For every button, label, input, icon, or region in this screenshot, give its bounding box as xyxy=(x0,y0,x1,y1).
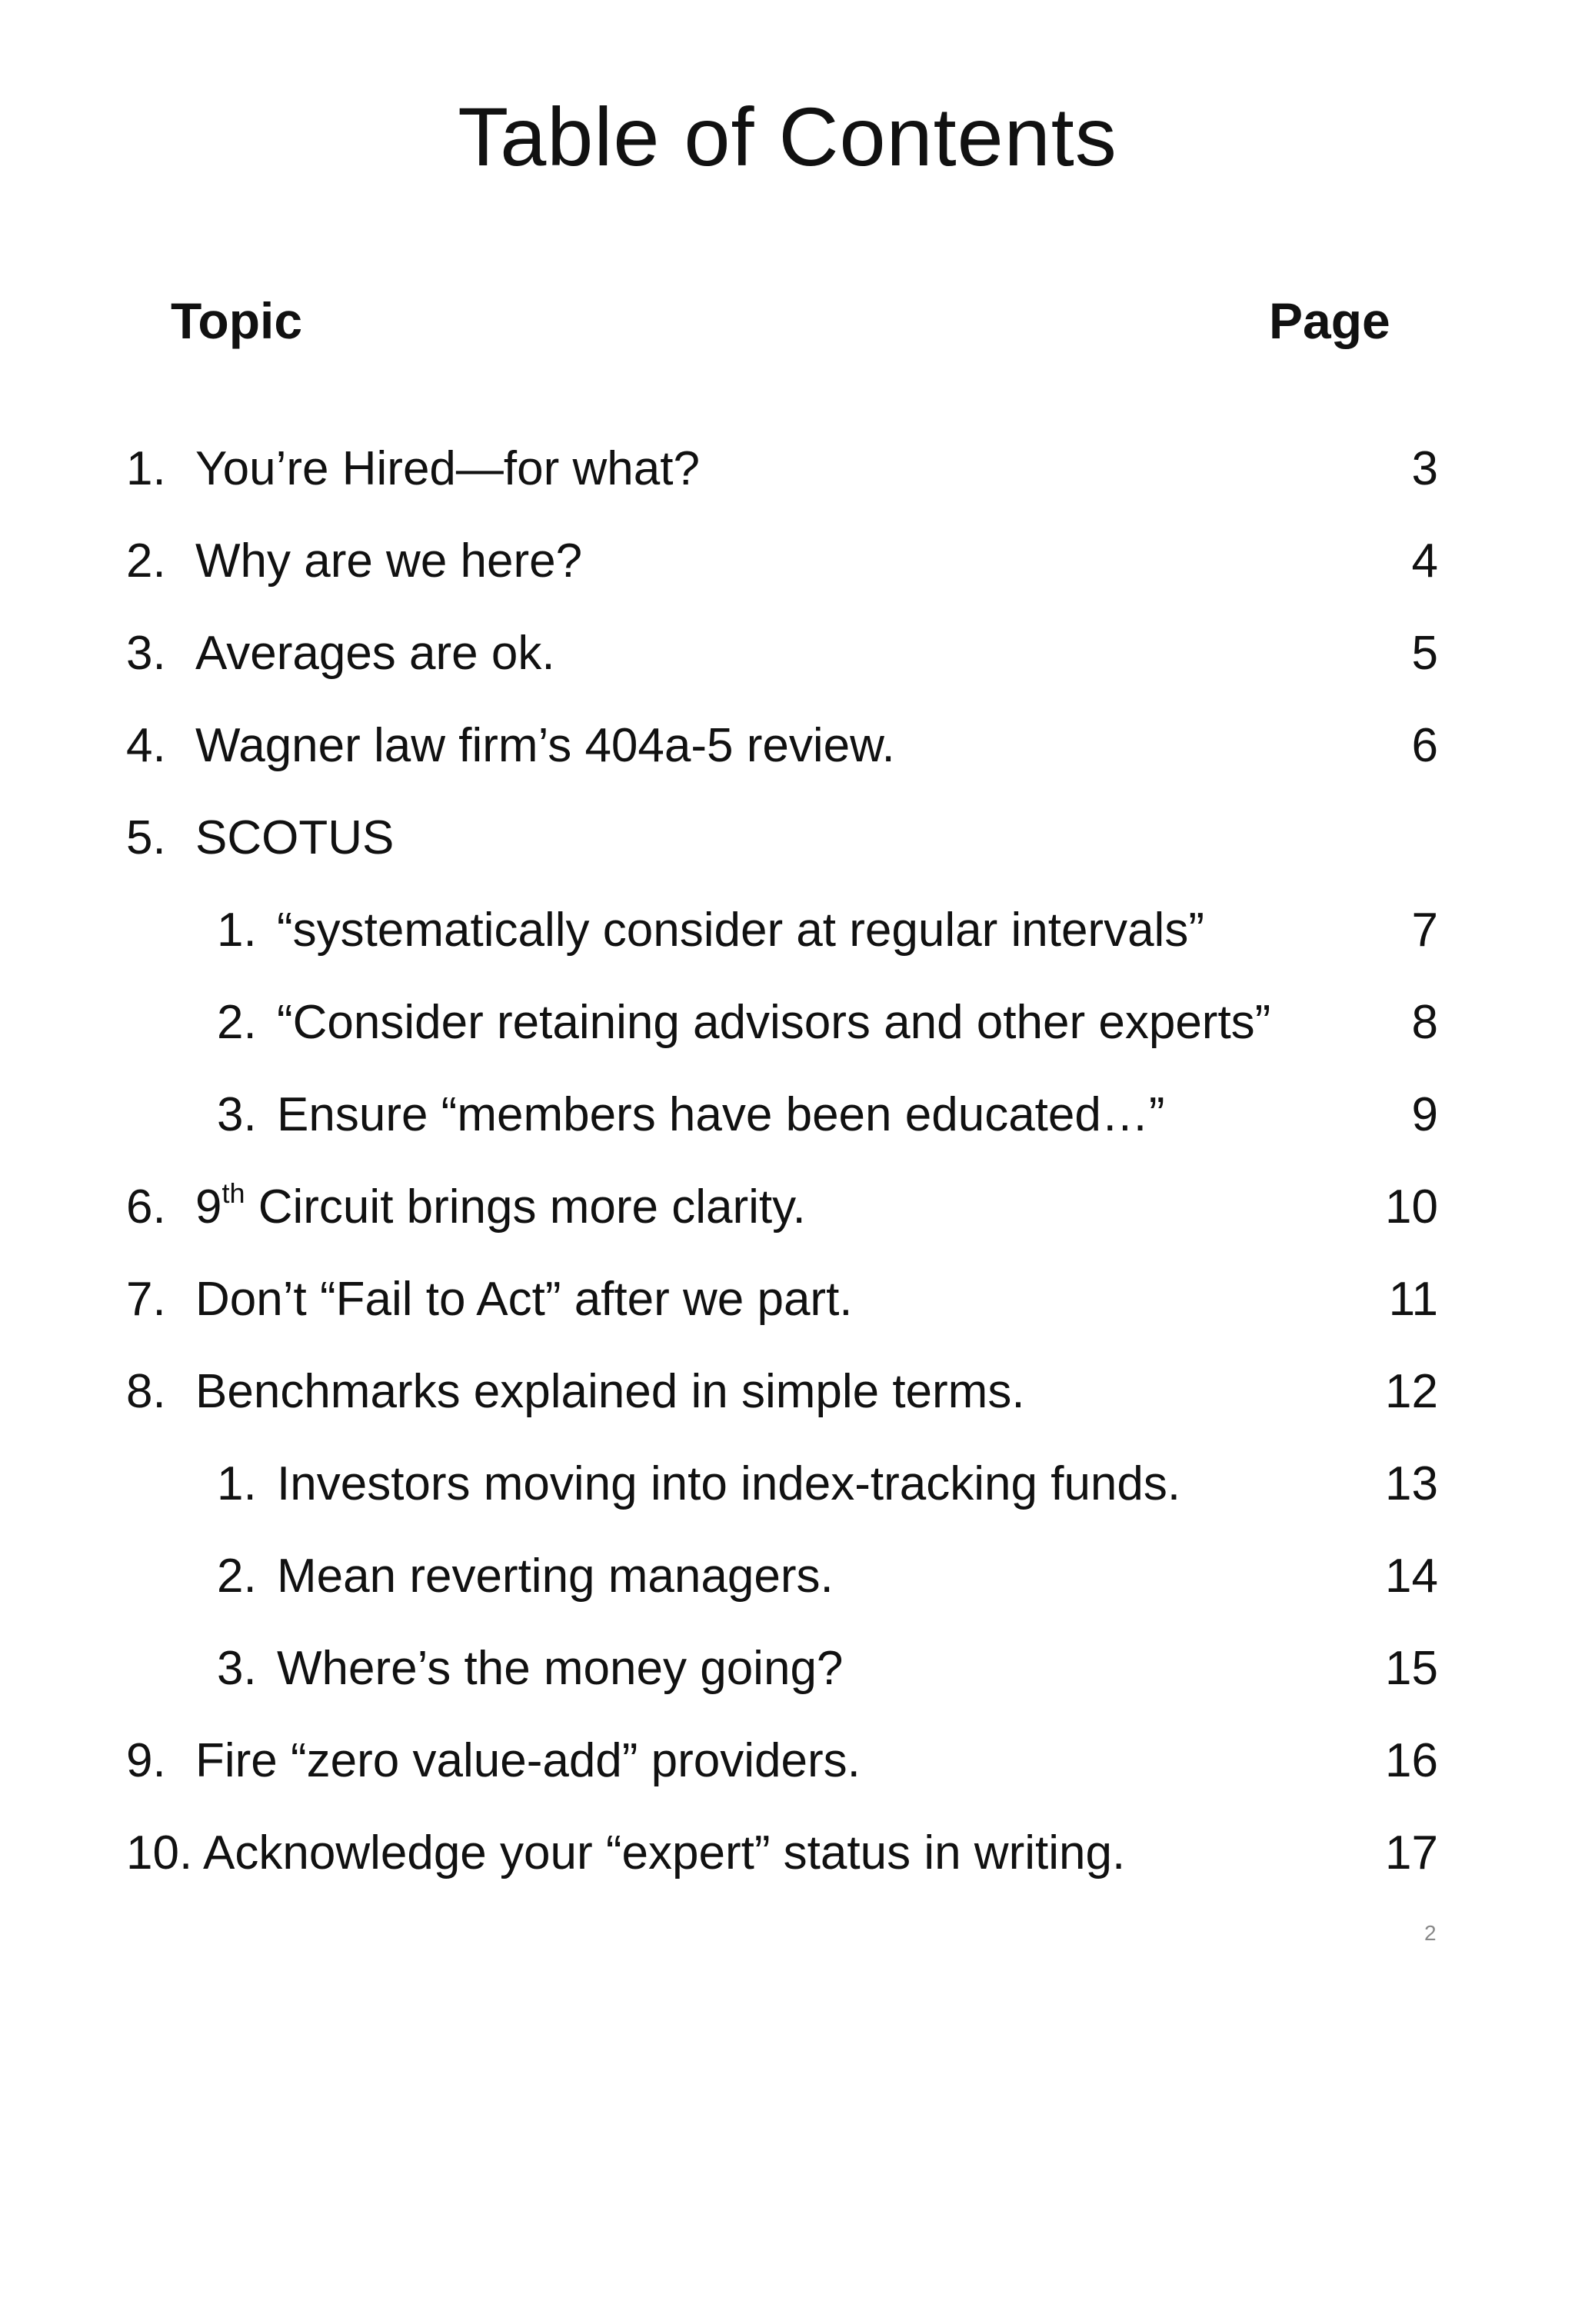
toc-subentry xyxy=(0,1538,1575,1615)
toc-entry-number: 9. xyxy=(126,1734,166,1787)
toc-entry-number: 2. xyxy=(126,534,166,588)
toc-entry-page: 6 xyxy=(1411,719,1438,772)
toc-entry-page: 5 xyxy=(1411,627,1438,680)
toc-entry-title: Fire “zero value-add” providers. xyxy=(195,1734,861,1787)
ordinal-suffix: th xyxy=(221,1177,245,1209)
toc-entry xyxy=(0,431,1575,508)
toc-entry xyxy=(0,1261,1575,1338)
slide-number: 2 xyxy=(1424,1921,1437,1945)
toc-entry-page: 14 xyxy=(1385,1550,1438,1603)
toc-entry xyxy=(0,615,1575,692)
toc-entry-page: 4 xyxy=(1411,534,1438,588)
toc-entry-title: Where’s the money going? xyxy=(277,1642,844,1695)
toc-subentry xyxy=(0,892,1575,969)
toc-entry xyxy=(0,1353,1575,1430)
toc-entry-page: 7 xyxy=(1411,904,1438,957)
toc-entry-title: Acknowledge your “expert” status in writing. xyxy=(203,1826,1126,1880)
toc-entry-number: 3. xyxy=(217,1088,257,1141)
toc-entry-number: 4. xyxy=(126,719,166,772)
toc-entry-title xyxy=(195,1169,806,1252)
toc-entry xyxy=(0,800,1575,877)
toc-entry-number: 5. xyxy=(126,811,166,864)
toc-entry-page: 8 xyxy=(1411,996,1438,1049)
toc-entry-page: 15 xyxy=(1385,1642,1438,1695)
toc-entry-page: 11 xyxy=(1388,1273,1438,1326)
toc-entry-number: 8. xyxy=(126,1365,166,1418)
toc-entry-title-rest: Circuit brings more clarity. xyxy=(245,1180,806,1234)
toc-entry-number: 6. xyxy=(126,1180,166,1234)
toc-entry-title: Averages are ok. xyxy=(195,627,555,680)
ordinal-number: 9 xyxy=(195,1180,222,1234)
toc-entry-title: You’re Hired—for what? xyxy=(195,442,700,495)
toc-entry-number: 2. xyxy=(217,1550,257,1603)
toc-subentry xyxy=(0,1077,1575,1154)
toc-entry-number: 3. xyxy=(126,627,166,680)
toc-entry-page: 3 xyxy=(1411,442,1438,495)
toc-entry xyxy=(0,1169,1575,1246)
toc-entry-title: “systematically consider at regular intervals” xyxy=(277,904,1204,957)
toc-entry xyxy=(0,708,1575,784)
toc-entry-page: 12 xyxy=(1385,1365,1438,1418)
toc-subentry xyxy=(0,1630,1575,1707)
toc-entry-title: Wagner law firm’s 404a-5 review. xyxy=(195,719,895,772)
toc-entry-title: “Consider retaining advisors and other experts” xyxy=(277,996,1271,1049)
toc-entry-number: 1. xyxy=(217,904,257,957)
toc-subentry xyxy=(0,984,1575,1061)
topic-column-header: Topic xyxy=(171,292,303,349)
toc-entry xyxy=(0,1815,1575,1892)
toc-entry-title: Ensure “members have been educated…” xyxy=(277,1088,1165,1141)
page-column-header: Page xyxy=(1269,292,1390,349)
toc-entry-number: 2. xyxy=(217,996,257,1049)
toc-entry-title: Why are we here? xyxy=(195,534,583,588)
toc-entry-page: 13 xyxy=(1385,1457,1438,1510)
page-title: Table of Contents xyxy=(458,90,1117,183)
toc-entry-title: Benchmarks explained in simple terms. xyxy=(195,1365,1025,1418)
toc-entry xyxy=(0,1723,1575,1800)
toc-entry-title: Mean reverting managers. xyxy=(277,1550,834,1603)
toc-subentry xyxy=(0,1446,1575,1523)
toc-entry-page: 10 xyxy=(1385,1180,1438,1234)
toc-entry-page: 16 xyxy=(1385,1734,1438,1787)
toc-entry-number: 10. xyxy=(126,1826,193,1880)
toc-entry-number: 3. xyxy=(217,1642,257,1695)
toc-entry-title: Investors moving into index-tracking funds. xyxy=(277,1457,1181,1510)
toc-entry-title: Don’t “Fail to Act” after we part. xyxy=(195,1273,853,1326)
toc-entry xyxy=(0,523,1575,600)
toc-entry-page: 9 xyxy=(1411,1088,1438,1141)
toc-entry-title: SCOTUS xyxy=(195,811,395,864)
toc-entry-page: 17 xyxy=(1385,1826,1438,1880)
toc-entry-number: 7. xyxy=(126,1273,166,1326)
toc-entry-number: 1. xyxy=(217,1457,257,1510)
toc-entry-number: 1. xyxy=(126,442,166,495)
